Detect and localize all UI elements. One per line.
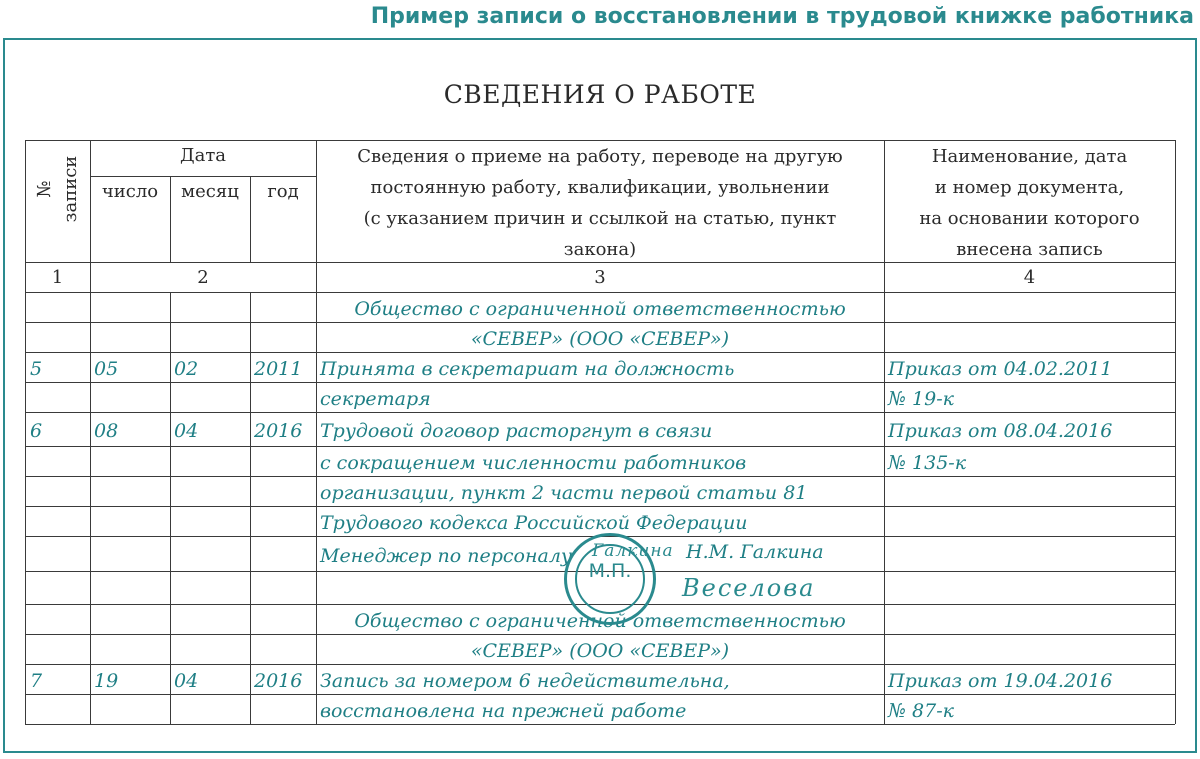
entry-document: № 135-к <box>888 452 967 474</box>
row-line <box>25 694 1175 695</box>
stamp-label: М.П. <box>588 560 632 582</box>
row-line <box>25 634 1175 635</box>
header-no-word: записи <box>60 155 81 223</box>
entry-info: Менеджер по персоналу <box>320 545 572 567</box>
entry-info: Запись за номером 6 недействительна, <box>320 670 730 692</box>
entry-info: организации, пункт 2 части первой статьи 81 <box>320 482 808 504</box>
entry-document: № 19-к <box>888 388 954 410</box>
header-info <box>316 141 884 265</box>
header-no-symbol: № <box>34 180 55 198</box>
row-line <box>25 382 1175 383</box>
entry-day: 08 <box>94 420 119 442</box>
header-doc-line: Наименование, дата <box>931 146 1128 167</box>
table-right-border <box>1175 140 1176 724</box>
row-line <box>25 724 1175 725</box>
row-line <box>25 412 1175 413</box>
header-document <box>884 141 1175 265</box>
row-line <box>25 292 1175 293</box>
entry-info: Общество с ограниченной ответственностью <box>354 298 846 320</box>
entry-info: Общество с ограниченной ответственностью <box>354 610 846 632</box>
manager-signature: Галкина <box>592 541 674 561</box>
entry-month: 04 <box>174 420 199 442</box>
entry-info: Трудового кодекса Российской Федерации <box>320 512 748 534</box>
entry-year: 2016 <box>254 670 303 692</box>
header-info-line: закона) <box>563 239 637 260</box>
entry-month: 02 <box>174 358 199 380</box>
entry-day: 05 <box>94 358 119 380</box>
header-month: месяц <box>181 181 239 202</box>
column-line <box>90 140 91 724</box>
entry-number: 6 <box>30 420 43 442</box>
entry-info: с сокращением численности работников <box>320 452 747 474</box>
entry-info: секретаря <box>320 388 431 410</box>
header-bottom-line <box>25 262 1175 263</box>
row-line <box>25 476 1175 477</box>
entry-info: восстановлена на прежней работе <box>320 700 687 722</box>
header-info-line: (с указанием причин и ссылкой на статью, пункт <box>363 208 837 229</box>
header-info-line: постоянную работу, квалификации, увольнении <box>370 177 830 198</box>
entry-info: Принята в секретариат на должность <box>320 358 735 380</box>
entry-info: Трудовой договор расторгнут в связи <box>320 420 713 442</box>
entry-document: Приказ от 19.04.2016 <box>888 670 1113 692</box>
table-top-border <box>25 140 1175 141</box>
column-number-3: 3 <box>594 267 606 288</box>
manager-name: Н.М. Галкина <box>686 541 824 563</box>
date-subheader-line <box>90 176 316 177</box>
entry-number: 5 <box>30 358 43 380</box>
entry-document: № 87-к <box>888 700 954 722</box>
column-line <box>170 176 171 262</box>
row-line <box>25 446 1175 447</box>
sheet-title: СВЕДЕНИЯ О РАБОТЕ <box>443 80 757 109</box>
header-year: год <box>267 181 299 202</box>
column-number-4: 4 <box>1023 267 1036 288</box>
header-info-line: Сведения о приеме на работу, переводе на другую <box>357 146 843 167</box>
row-line <box>25 352 1175 353</box>
banner-title: Пример записи о восстановлении в трудовой книжке работника <box>370 4 1194 29</box>
entry-document: Приказ от 08.04.2016 <box>888 420 1113 442</box>
header-day: число <box>101 181 159 202</box>
column-line <box>250 176 251 262</box>
column-number-1: 1 <box>51 267 64 288</box>
row-line <box>25 322 1175 323</box>
entry-year: 2011 <box>254 358 303 380</box>
employee-signature: Веселова <box>682 574 816 602</box>
row-line <box>25 506 1175 507</box>
header-entry-number <box>32 123 88 255</box>
table-left-border <box>25 140 26 724</box>
header-doc-line: на основании которого <box>919 208 1140 229</box>
entry-year: 2016 <box>254 420 303 442</box>
header-date: Дата <box>179 145 227 166</box>
column-line <box>316 140 317 724</box>
column-line <box>884 140 885 724</box>
column-line <box>250 292 251 724</box>
column-line <box>170 292 171 724</box>
entry-month: 04 <box>174 670 199 692</box>
entry-number: 7 <box>30 670 43 692</box>
header-doc-line: и номер документа, <box>934 177 1125 198</box>
entry-document: Приказ от 04.02.2011 <box>888 358 1113 380</box>
column-number-2: 2 <box>197 267 209 288</box>
entry-info: «СЕВЕР» (ООО «СЕВЕР») <box>470 640 730 662</box>
entry-info: «СЕВЕР» (ООО «СЕВЕР») <box>470 328 730 350</box>
entry-day: 19 <box>94 670 119 692</box>
row-line <box>25 664 1175 665</box>
header-doc-line: внесена запись <box>956 239 1103 260</box>
